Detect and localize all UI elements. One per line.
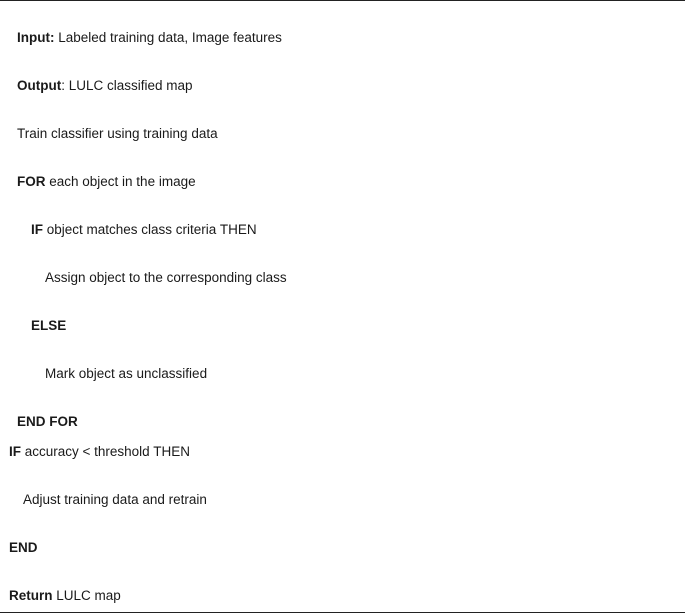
input-keyword: Input: (17, 30, 55, 45)
if-match-text: object matches class criteria THEN (43, 222, 257, 237)
if-accuracy-text: accuracy < threshold THEN (21, 444, 190, 459)
end-for-line (17, 414, 78, 430)
return-keyword: Return (9, 588, 53, 603)
end-for-keyword: END FOR (17, 414, 78, 429)
end-keyword: END (9, 540, 38, 555)
for-keyword: FOR (17, 174, 46, 189)
output-line (17, 78, 193, 94)
top-rule (0, 0, 685, 1)
return-text: LULC map (52, 588, 121, 603)
bottom-rule (0, 612, 685, 613)
train-text: Train classifier using training data (17, 126, 218, 141)
input-text: Labeled training data, Image features (54, 30, 282, 45)
if-accuracy-keyword: IF (9, 444, 21, 459)
for-loop-line (17, 174, 196, 190)
if-match-keyword: IF (31, 222, 43, 237)
output-text: : LULC classified map (61, 78, 193, 93)
train-line (17, 126, 218, 142)
input-line (17, 30, 282, 46)
adjust-text: Adjust training data and retrain (23, 492, 207, 507)
output-keyword: Output (17, 78, 62, 93)
adjust-line (23, 492, 207, 508)
if-match-line (31, 222, 257, 238)
for-text: each object in the image (45, 174, 196, 189)
assign-text: Assign object to the corresponding class (45, 270, 287, 285)
return-line (9, 588, 121, 604)
if-accuracy-line (9, 444, 190, 460)
mark-line (45, 366, 207, 382)
else-keyword: ELSE (31, 318, 67, 333)
assign-line (45, 270, 287, 286)
else-line (31, 318, 66, 334)
end-line (9, 540, 38, 556)
mark-text: Mark object as unclassified (45, 366, 208, 381)
